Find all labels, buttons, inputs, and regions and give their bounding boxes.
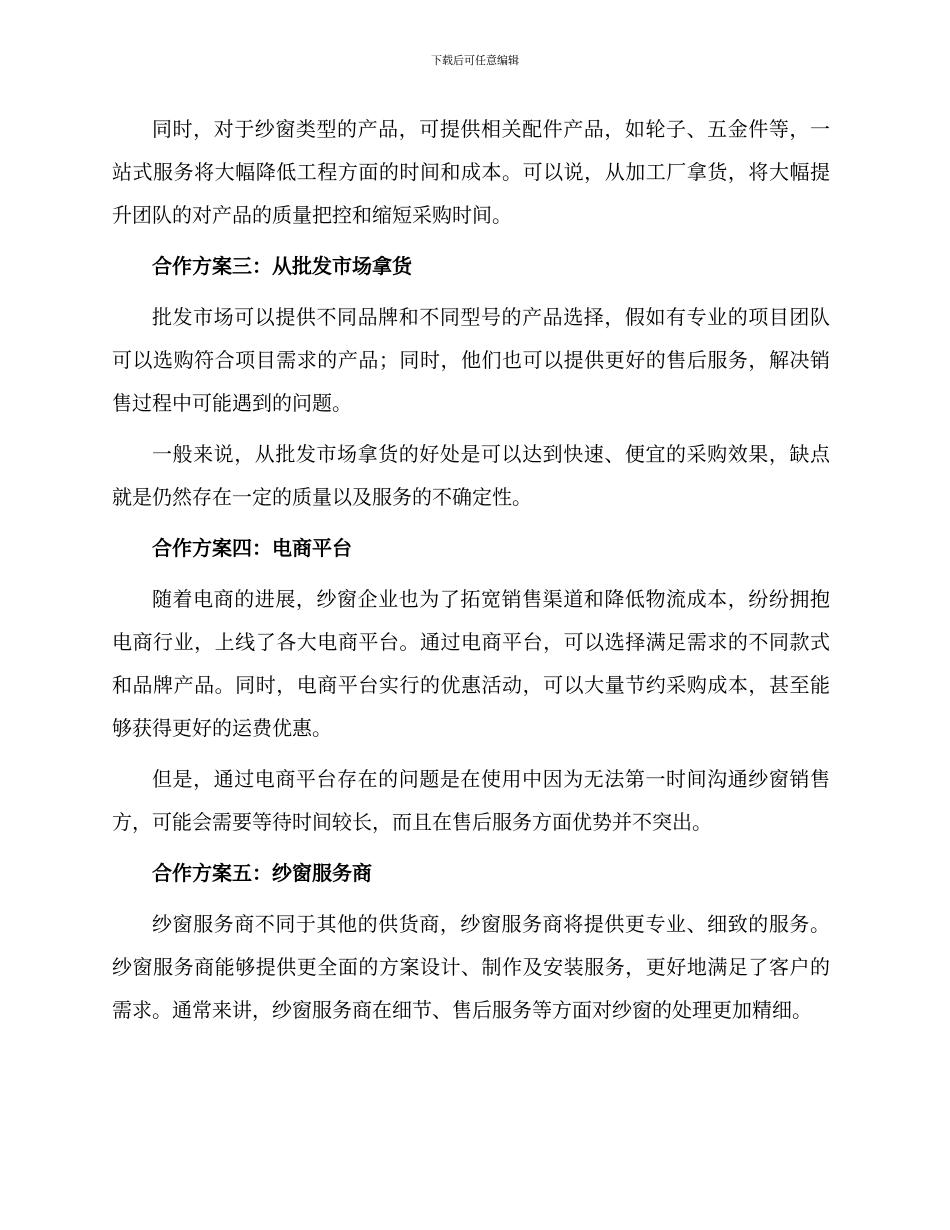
page-header: 下载后可任意编辑 <box>431 54 519 67</box>
heading-plan-four: 合作方案四：电商平台 <box>152 536 352 560</box>
heading-plan-three: 合作方案三：从批发市场拿货 <box>152 254 412 278</box>
document-body <box>112 108 830 1040</box>
paragraph-wholesale-pros-cons: 一般来说，从批发市场拿货的好处是可以达到快速、便宜的采购效果，缺点就是仍然存在一定的质量以及服务的不确定性。 <box>112 442 830 509</box>
paragraph-wholesale-market: 批发市场可以提供不同品牌和不同型号的产品选择，假如有专业的项目团队可以选购符合项目需求的产品；同时，他们也可以提供更好的售后服务，解决销售过程中可能遇到的问题。 <box>112 305 830 415</box>
paragraph-accessories: 同时，对于纱窗类型的产品，可提供相关配件产品，如轮子、五金件等，一站式服务将大幅降低工程方面的时间和成本。可以说，从加工厂拿货，将大幅提升团队的对产品的质量把控和缩短采购时间。 <box>112 117 830 227</box>
paragraph-ecommerce: 随着电商的进展，纱窗企业也为了拓宽销售渠道和降低物流成本，纷纷拥抱电商行业，上线了各大电商平台。通过电商平台，可以选择满足需求的不同款式和品牌产品。同时，电商平台实行的优惠活动，可以大量节约采购成本，甚至能够获得更好的运费优惠。 <box>112 587 830 740</box>
heading-plan-five: 合作方案五：纱窗服务商 <box>152 861 372 885</box>
paragraph-service-provider: 纱窗服务商不同于其他的供货商，纱窗服务商将提供更专业、细致的服务。纱窗服务商能够提供更全面的方案设计、制作及安装服务，更好地满足了客户的需求。通常来讲，纱窗服务商在细节、售后服务等方面对纱窗的处理更加精细。 <box>112 912 830 1022</box>
paragraph-ecommerce-issues: 但是，通过电商平台存在的问题是在使用中因为无法第一时间沟通纱窗销售方，可能会需要等待时间较长，而且在售后服务方面优势并不突出。 <box>112 767 830 834</box>
